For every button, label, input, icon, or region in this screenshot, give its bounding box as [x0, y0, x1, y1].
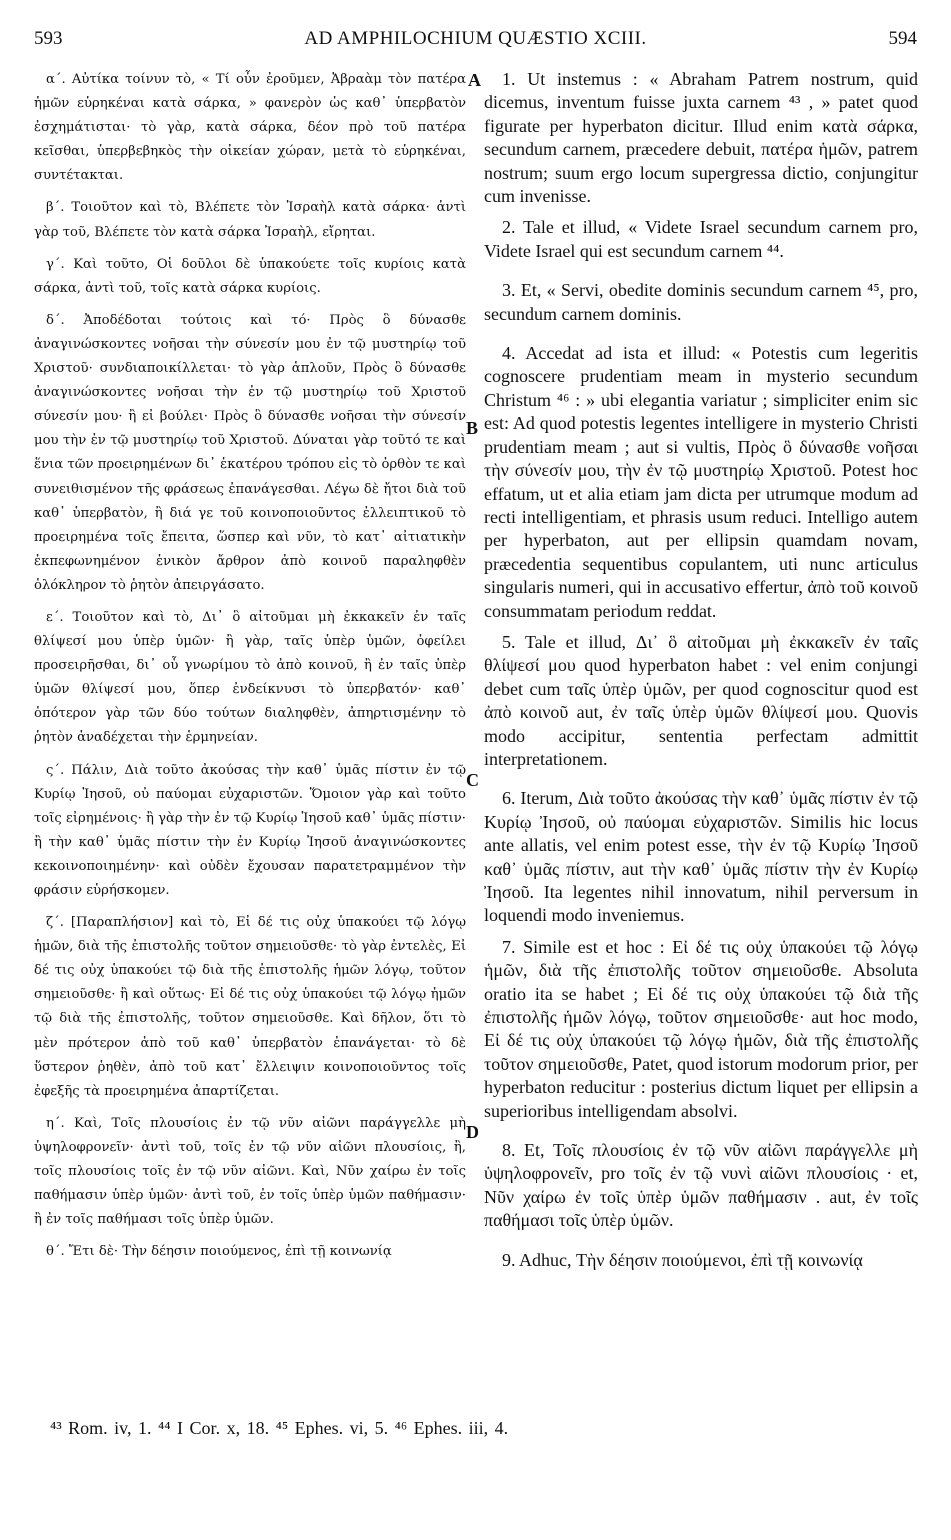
greek-paragraph: ς΄. Πάλιν, Διὰ τοῦτο ἀκούσας τὴν καθ᾽ ὑμᾶς πίστιν ἐν τῷ Κυρίῳ Ἰησοῦ, οὐ παύομαι εὐχαριστῶν. Ὅμοιον γὰρ καὶ τοῦτο τοῖς εἰρημένοις· ἢ γὰρ τὴν ἐν τῷ Κυρίῳ Ἰησοῦ καθ᾽ ὑμᾶς πίστιν· ἢ τὴν καθ᾽ ὑμᾶς πίστιν τὴν ἐν Κυρίῳ Ἰησοῦ ἀναγινώσκοντες κεκοινοποιημένην· καὶ οὐδὲν ἔχουσαν παρατετραμμένον τὴν φράσιν εὑρήσκομεν. [34, 762, 466, 898]
greek-paragraph: ζ΄. [Παραπλήσιον] καὶ τὸ, Εἰ δέ τις οὐχ ὑπακούει τῷ λόγῳ ἡμῶν, διὰ τῆς ἐπιστολῆς τοῦτον σημειοῦσθε· τὸ γὰρ ἐντελὲς, Εἰ δέ τις οὐχ ὑπακούει τῷ διὰ τῆς ἐπιστολῆς ἡμῶν λόγῳ, τοῦτον σημειοῦσθε· ἢ καὶ οὕτως· Εἰ δέ τις οὐχ ὑπακούει τῷ λόγῳ ἡμῶν τῷ διὰ τῆς ἐπιστολῆς, τοῦτον σημειοῦσθε. Καὶ δῆλον, ὅτι τὸ μὲν πρότερον ἀπὸ τοῦ καθ᾽ ὑπερβατὸν ἐπανάγεται· τὸ δὲ ὕστερον ῥηθὲν, ἀπὸ τοῦ κατ᾽ ἔλλειψιν κοινοποιοῦντος τοῖς ἐφεξῆς τὰ προειρημένα ἀπαρτίζεται. [34, 915, 466, 1099]
latin-paragraph: 8. Et, Τοῖς πλουσίοις ἐν τῷ νῦν αἰῶνι παράγγελλε μὴ ὑψηλοφρονεῖν, pro τοῖς ἐν τῷ νυνὶ αἰῶνι πλουσίοις · et, Νῦν χαίρω ἐν τοῖς ὑπὲρ ὑμῶν παθήμασιν . aut, ἐν τοῖς παθήμασι τοῖς ὑπὲρ ὑμῶν. [484, 1140, 918, 1231]
latin-paragraph: 6. Iterum, Διὰ τοῦτο ἀκούσας τὴν καθ᾽ ὑμᾶς πίστιν ἐν τῷ Κυρίῳ Ἰησοῦ, οὐ παύομαι εὐχαριστῶν. Similis hic locus ante allatis, vel enim potest esse, τὴν ἐν τῷ Κυρίῳ Ἰησοῦ καθ᾽ ὑμᾶς πίστιν, aut τὴν καθ᾽ ὑμᾶς πίστιν τὴν ἐν Κυρίῳ Ἰησοῦ. Ita legentes nihil innovatum, nihil perversum in loquendi modo inveniemus. [484, 788, 918, 926]
greek-paragraph: θ΄. Ἔτι δὲ· Τὴν δέησιν ποιούμενος, ἐπὶ τῇ κοινωνίᾳ [46, 1244, 392, 1260]
latin-paragraph: 4. Accedat ad ista et illud: « Potestis cum legeritis cognoscere prudentiam meam in mysterio secundum Christum ⁴⁶ : » ubi elegantia variatur ; simpliciter enim sic est: Ad quod potestis legentes intelligere in mysterio Christi prudentiam meam ; aut si vultis, Πρὸς ὃ δύνασθε νοῆσαι τὴν σύνεσίν μου, τὴν ἐν τῷ μυστηρίῳ Χριστοῦ. Potest hoc effatum, ut et alia etiam jam dicta per utrumque modum ad recti intelligentiam, et phrasis usum reduci. Intelligo autem per hyperbaton, aut per ellipsin quamdam novam, præcedentia sequentibus copulantem, uti nunc articulus singularis numeri, qui in accusativo effertur, ἀπὸ τοῦ κοινοῦ consummatam periodum reddat. [484, 343, 918, 621]
greek-paragraph: β΄. Τοιοῦτον καὶ τὸ, Βλέπετε τὸν Ἰσραὴλ κατὰ σάρκα· ἀντὶ γὰρ τοῦ, Βλέπετε τὸν κατὰ σάρκα Ἰσραὴλ, εἴρηται. [34, 200, 466, 240]
margin-letter-c: C [466, 770, 479, 790]
greek-paragraph: α΄. Αὐτίκα τοίνυν τὸ, « Τί οὖν ἐροῦμεν, Ἀβραὰμ τὸν πατέρα ἡμῶν εὑρηκέναι κατὰ σάρκα, » φανερὸν ὡς καθ᾽ ὑπερβατὸν ἐσχημάτισται· τὸ γὰρ, κατὰ σάρκα, δέον πρὸ τοῦ πατέρα κεῖσθαι, ὑπερβεβηκὸς τὴν οἰκείαν χώραν, μετὰ τὸ εὑρηκέναι, συντέτακται. [34, 72, 466, 184]
page-header [34, 28, 917, 56]
greek-paragraph: η΄. Καὶ, Τοῖς πλουσίοις ἐν τῷ νῦν αἰῶνι παράγγελλε μὴ ὑψηλοφρονεῖν· ἀντὶ τοῦ, τοῖς ἐν τῷ νῦν αἰῶνι πλουσίοις, ἢ, τοῖς πλουσίοις τοῖς ἐν τῷ νῦν αἰῶνι. Καὶ, Νῦν χαίρω ἐν τοῖς παθήμασιν ὑπὲρ ὑμῶν· ἀντὶ τοῦ, ἐν τοῖς ὑπὲρ ὑμῶν παθήμασιν· ἢ ἐν τοῖς παθήμασι τοῖς ὑπὲρ ὑμῶν. [34, 1115, 466, 1228]
margin-letter-b: B [466, 418, 479, 438]
latin-paragraph: 5. Tale et illud, Δι᾽ ὃ αἰτοῦμαι μὴ ἐκκακεῖν ἐν ταῖς θλίψεσί μου quod hyperbaton habet : vel enim conjungi debet cum ταῖς ὑπὲρ ὑμῶν, per quod cognoscitur quod est ἀπὸ κοινοῦ aut, ἐν ταῖς ὑπὲρ ὑμῶν θλίψεσί μου. Quovis modo accipitur, sententia perfectam admittit interpretationem. [484, 631, 918, 769]
greek-paragraph: γ΄. Καὶ τοῦτο, Οἱ δοῦλοι δὲ ὑπακούετε τοῖς κυρίοις κατὰ σάρκα, ἀντὶ τοῦ, τοῖς κατὰ σάρκα κυρίοις. [34, 256, 466, 296]
margin-letter-d: D [466, 1122, 479, 1142]
running-title: AD AMPHILOCHIUM QUÆSTIO XCIII. [304, 28, 647, 49]
latin-paragraph: 7. Simile est et hoc : Εἰ δέ τις οὐχ ὑπακούει τῷ λόγῳ ἡμῶν, διὰ τῆς ἐπιστολῆς τοῦτον σημειοῦσθε. Absoluta oratio ita se habet ; Εἰ δέ τις οὐχ ὑπακούει τῷ διὰ τῆς ἐπιστολῆς ἡμῶν λόγῳ, τοῦτον σημειοῦσθε· aut hoc modo, Εἰ δέ τις οὐχ ὑπακούει τῷ λόγῳ ἡμῶν, διὰ τῆς ἐπιστολῆς τοῦτον σημειοῦσθε, Patet, quod istorum modorum prior, per hyperbaton reducitur : posterius dictum liquet per ellipsin a superioribus intelligendam absolvi. [484, 936, 918, 1121]
greek-paragraph: δ΄. Ἀποδέδοται τούτοις καὶ τό· Πρὸς ὃ δύνασθε ἀναγινώσκοντες νοῆσαι τὴν σύνεσίν μου ἐν τῷ μυστηρίῳ τοῦ Χριστοῦ· συνδιαποικίλλεται· τὸ γὰρ ἁπλοῦν, Πρὸς ὃ δύνασθε ἀναγινώσκοντες νοῆσαι τὴν ἐν τῷ μυστηρίῳ τοῦ Χριστοῦ σύνεσίν μου· ἢ εἰ βούλει· Πρὸς ὃ δύνασθε νοῆσαι τὴν σύνεσίν μου τὴν ἐν τῷ μυστηρίῳ τοῦ Χριστοῦ. Δύναται γὰρ τοῦτό τε καὶ ἕνια τῶν προειρημένων δι᾽ ἑκατέρου τρόπου εἰς τὸ ὀρθὸν τε καὶ συνειθισμένον τῆς φράσεως ἐπανάγεσθαι. Λέγω δὲ ἤτοι διὰ τοῦ καθ᾽ ὑπερβατὸν, ἢ διά γε τοῦ κοινοποιοῦντος ἐλλειπτικοῦ τὸ προειρημένα τοῖς ἔπειτα, ὥσπερ καὶ νῦν, τὸ κατ᾽ αἰτιατικὴν ἐκπεφωνημένον ἑνικὸν ἄρθρον ἀπὸ κοινοῦ παραληφθὲν ὁλόκληρον τὸ ῥητὸν ἀπειργάσατο. [34, 312, 466, 593]
latin-column [484, 68, 918, 1280]
latin-paragraph: 1. Ut instemus : « Abraham Patrem nostrum, quid dicemus, inventum fuisse juxta carnem ⁴³ , » patet quod figurate per hyperbaton dicitur. Illud enim κατὰ σάρκα, secundum carnem, præcedere debuit, πατέρα ἡμῶν, patrem nostrum; suum ergo locum supergressa dictio, conjungitur cum invenisse. [484, 69, 918, 207]
latin-paragraph: 2. Tale et illud, « Videte Israel secundum carnem pro, Videte Israel qui est secundum carnem ⁴⁴. [484, 217, 918, 261]
page-number-left: 593 [34, 28, 63, 49]
page-number-right: 594 [888, 28, 917, 49]
margin-letter-a: A [468, 70, 481, 90]
greek-column [34, 68, 466, 1272]
footnotes: ⁴³ Rom. iv, 1. ⁴⁴ I Cor. x, 18. ⁴⁵ Ephes. vi, 5. ⁴⁶ Ephes. iii, 4. [50, 1418, 509, 1438]
latin-paragraph: 3. Et, « Servi, obedite dominis secundum carnem ⁴⁵, pro, secundum carnem dominis. [484, 280, 918, 324]
greek-paragraph: ε΄. Τοιοῦτον καὶ τὸ, Δι᾽ ὃ αἰτοῦμαι μὴ ἐκκακεῖν ἐν ταῖς θλίψεσί μου ὑπὲρ ὑμῶν· ἢ γὰρ, ταῖς ὑπὲρ ὑμῶν, ὀφείλει προσειρῆσθαι, δι᾽ οὗ γνωρίμου τὸ ἀπὸ κοινοῦ, ἢ ἐν ταῖς ὑπὲρ ὑμῶν θλίψεσί μου, ὅπερ ἐνδείκνυσι τὸ ὑπερβατόν· καθ᾽ ὁπότερον γὰρ τῶν δύο τούτων διαληφθὲν, ἀπηρτισμένην τὸ ῥητὸν ἀναδέχεται τὴν ἑρμηνείαν. [34, 609, 466, 746]
latin-paragraph: 9. Adhuc, Τὴν δέησιν ποιούμενοι, ἐπὶ τῇ κοινωνίᾳ [502, 1249, 863, 1270]
